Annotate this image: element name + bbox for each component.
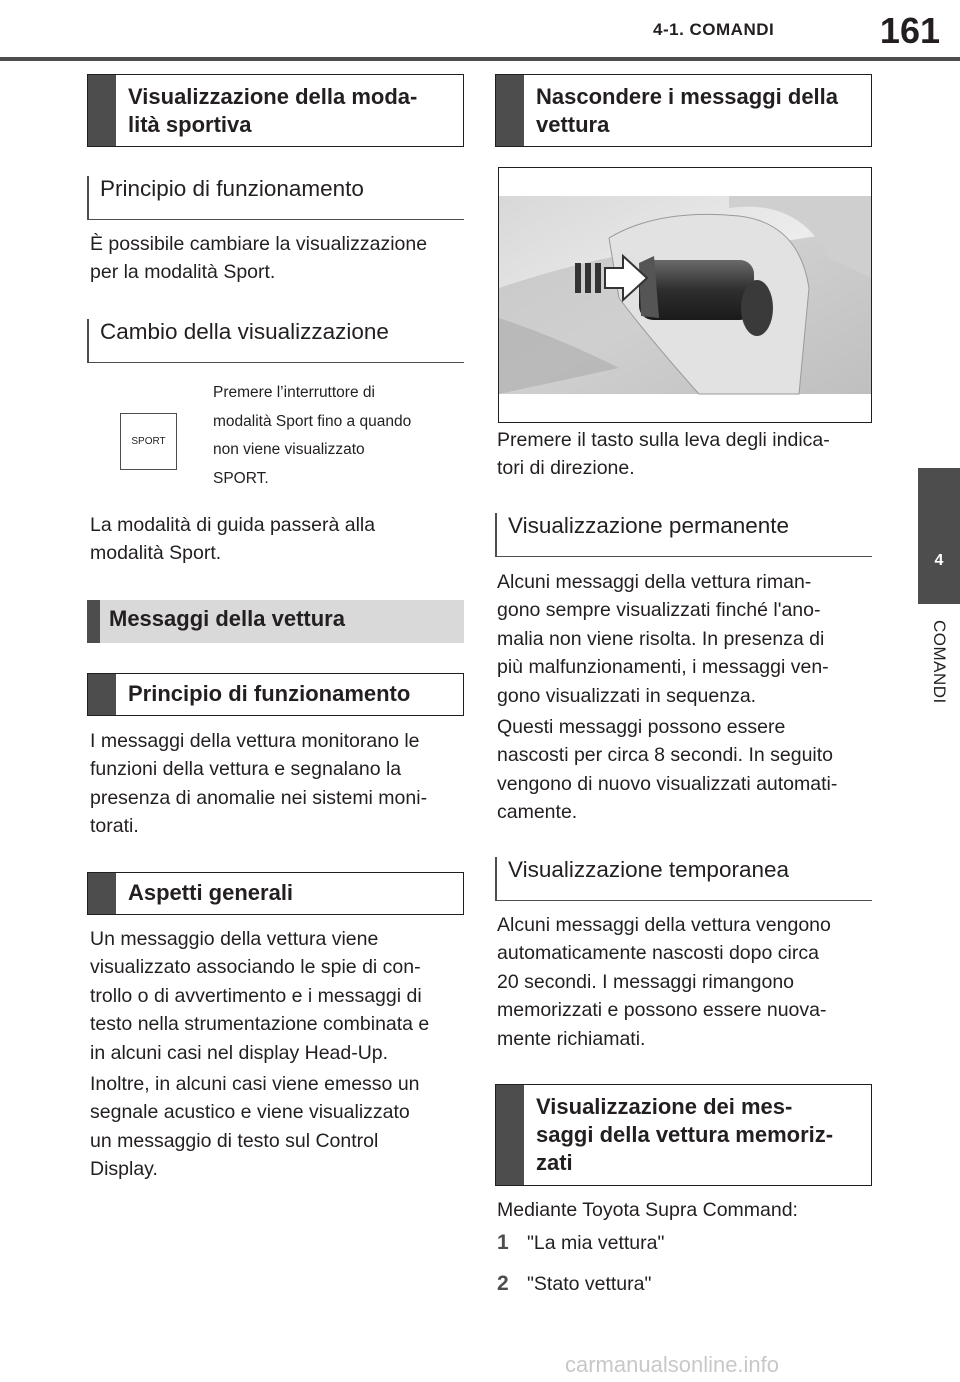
heading-stored-messages <box>495 1084 872 1186</box>
subheading-permanent: Visualizzazione permanente <box>495 513 872 557</box>
heading-bar <box>88 873 116 914</box>
subheading-temporary: Visualizzazione temporanea <box>495 857 872 901</box>
heading-text: Nascondere i messaggi della vettura <box>536 84 839 137</box>
heading-text: Aspetti generali <box>128 880 294 905</box>
section-bar <box>87 600 100 643</box>
heading-text: Visualizzazione della moda- lità sportiva <box>128 84 418 137</box>
step-text: "La mia vettura" <box>527 1232 665 1254</box>
section-heading-text: Messaggi della vettura <box>109 606 345 631</box>
heading-hide-messages <box>495 74 872 147</box>
sport-button-icon: SPORT <box>120 413 177 470</box>
chapter-tab <box>918 468 960 604</box>
paragraph-permanent-1: Alcuni messaggi della vettura riman- gono sempre visualizzati finché l'ano- malia non viene risolta. In presenza di più malfunzionamenti, i messaggi ven- gono visualizzati in sequenza. <box>497 571 829 707</box>
subheading-change-display: Cambio della visualizzazione <box>87 319 464 363</box>
paragraph-messages-principle: I messaggi della vettura monitorano le funzioni della vettura e segnalano la presenza di anomalie nei sistemi moni- torati. <box>90 730 428 838</box>
header-rule <box>0 57 960 61</box>
section-heading-vehicle-messages <box>87 600 464 643</box>
heading-bar <box>496 75 524 146</box>
step-number: 2 <box>497 1272 509 1295</box>
step-text: "Stato vettura" <box>527 1273 652 1295</box>
step-number: 1 <box>497 1231 509 1254</box>
paragraph-temporary: Alcuni messaggi della vettura vengono automaticamente nascosti dopo circa 20 secondi. I messaggi rimangono memorizzati e possono essere nuova- mente richiamati. <box>497 914 831 1050</box>
step-1 <box>497 1231 664 1255</box>
subheading-principle: Principio di funzionamento <box>87 176 464 220</box>
turn-signal-lever-figure <box>498 167 872 423</box>
paragraph-general-1: Un messaggio della vettura viene visualizzato associando le spie di con- trollo o di avvertimento e i messaggi di testo nella strumentazione combinata e in alcuni casi nel display Head-Up. <box>90 928 430 1064</box>
heading-sport-display <box>87 74 464 147</box>
heading-text: Visualizzazione dei mes- saggi della vettura memoriz- zati <box>536 1094 834 1175</box>
heading-general-aspects <box>87 872 464 915</box>
paragraph-supra-command: Mediante Toyota Supra Command: <box>497 1199 798 1221</box>
chapter-name: COMANDI <box>930 620 949 704</box>
sport-instruction: Premere l’interruttore di modalità Sport fino a quando non viene visualizzato SPORT. <box>213 384 412 487</box>
paragraph-sport-intro: È possibile cambiare la visualizzazione per la modalità Sport. <box>90 233 428 284</box>
step-2 <box>497 1272 651 1296</box>
paragraph-sport-result: La modalità di guida passerà alla modalità Sport. <box>90 514 376 565</box>
heading-bar <box>88 75 116 146</box>
heading-bar <box>88 674 116 715</box>
paragraph-press-button: Premere il tasto sulla leva degli indica- tori di direzione. <box>497 429 830 480</box>
chapter-number: 4 <box>934 552 944 569</box>
heading-text: Principio di funzionamento <box>128 681 411 706</box>
paragraph-permanent-2: Questi messaggi possono essere nascosti per circa 8 secondi. In seguito vengono di nuovo visualizzati automati- camente. <box>497 716 838 824</box>
watermark: carmanualsonline.info <box>565 1352 780 1377</box>
page-number: 161 <box>879 10 940 51</box>
paragraph-general-2: Inoltre, in alcuni casi viene emesso un segnale acustico e viene visualizzato un messaggio di testo sul Control Display. <box>90 1073 420 1181</box>
heading-bar <box>496 1085 524 1185</box>
header-section-title: 4-1. COMANDI <box>653 20 775 39</box>
heading-principle-messages <box>87 673 464 716</box>
turn-signal-lever-illustration <box>499 168 871 422</box>
